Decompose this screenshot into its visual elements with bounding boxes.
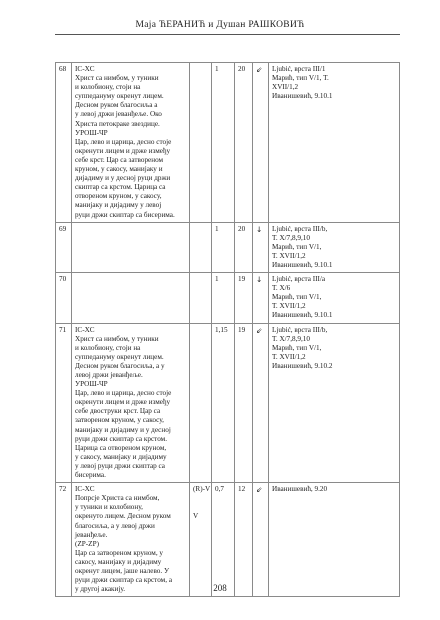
reference-line: Иванишевић, 9.10.2 <box>272 361 333 370</box>
spacer <box>193 494 208 512</box>
mark-column <box>190 273 212 323</box>
description-line: суппедануму окренут лицем. <box>75 92 164 101</box>
description-line: IC-XC <box>75 485 95 494</box>
description-line: круном, у сакосу, манијаку и <box>75 165 163 174</box>
die-axis-arrow-icon <box>253 323 269 483</box>
description-line: Христа петокраке звездице. <box>75 119 160 128</box>
reference-line: T. X/7,8,9,10 <box>272 233 310 242</box>
running-header: Маја ЋЕРАНИЋ и Душан РАШКОВИЋ <box>135 20 305 30</box>
description-line: (ZP-ZP) <box>75 539 99 548</box>
catalogue-row <box>56 273 400 323</box>
weight-value: 1 <box>212 273 235 323</box>
coin-description <box>72 273 190 323</box>
description-line: затвореном круном, у сакосу, <box>75 416 164 425</box>
bibliography-references <box>269 273 400 323</box>
description-line: и колобиону, стоји на <box>75 83 141 92</box>
catalogue-row <box>56 323 400 483</box>
catalogue-number: 70 <box>56 273 72 323</box>
reference-line: Ljubić, врста III/b, <box>272 325 328 334</box>
catalogue-number: 72 <box>56 483 72 597</box>
description-line: у левој држи јеванђеље. Око <box>75 110 162 119</box>
die-axis-arrow-icon <box>253 483 269 597</box>
description-line: окренути лицем и држе између <box>75 146 171 155</box>
diameter-value: 19 <box>235 323 253 483</box>
reference-line: Ljubić, врста III/b, <box>272 224 328 233</box>
description-line: себе двоструки крст. Цар са <box>75 407 161 416</box>
reference-line: Марић, тип V/1, <box>272 242 322 251</box>
catalogue-number: 69 <box>56 222 72 272</box>
mark-column <box>190 63 212 223</box>
description-line: окренуто лицем. Десном руком <box>75 512 171 521</box>
description-line: благосиља, а у левој држи <box>75 521 155 530</box>
description-line: Христ са нимбом, у туники <box>75 74 159 83</box>
weight-value: 0,7 <box>212 483 235 597</box>
diameter-value: 19 <box>235 273 253 323</box>
description-line: Десном руком благосиља а <box>75 101 158 110</box>
description-line: манијаку и дијадиму и у десној <box>75 425 171 434</box>
bibliography-references <box>269 323 400 483</box>
reference-line: Марић, тип V/1, <box>272 343 322 352</box>
description-line: Царица са отвореном круном, <box>75 443 167 452</box>
weight-value: 1 <box>212 63 235 223</box>
page-number: 208 <box>213 583 227 593</box>
coin-catalogue-table <box>55 62 400 597</box>
description-line: у туники и колобиону, <box>75 503 143 512</box>
description-line: IC-XC <box>75 65 95 73</box>
catalogue-row <box>56 63 400 223</box>
description-line: Цар са затвореном круном, у <box>75 548 164 557</box>
catalogue-number: 71 <box>56 323 72 483</box>
arrow-icon: ⇙ <box>256 325 263 335</box>
description-line: Десном руком благосиља, а у <box>75 361 165 370</box>
reference-line: T. XVII/1,2 <box>272 302 306 311</box>
mark-value: (R)-V <box>193 485 211 494</box>
description-line: себе крст. Цар са затвореном <box>75 155 164 164</box>
description-line: скиптар са крстом. Царица са <box>75 183 166 192</box>
coin-description <box>72 222 190 272</box>
coin-description <box>72 63 190 223</box>
description-line: у сакосу, манијаку и дијадиму <box>75 452 167 461</box>
description-line: Попрсје Христа са нимбом, <box>75 494 160 503</box>
mark-value: V <box>193 512 199 521</box>
description-line: манијаку и дијадиму у левој <box>75 201 162 210</box>
description-line: Христ са нимбом, у туники <box>75 334 159 343</box>
description-line: дијадиму и у десној руци држи <box>75 174 171 183</box>
reference-line: Иванишевић, 9.10.1 <box>272 260 333 269</box>
bibliography-references <box>269 222 400 272</box>
description-line: суппедануму окренут лицем. <box>75 352 164 361</box>
description-line: у левој руци држи скиптар са <box>75 461 165 470</box>
reference-line: Марић, тип V/1, <box>272 293 322 302</box>
mark-column <box>190 222 212 272</box>
die-axis-arrow-icon <box>253 273 269 323</box>
catalogue-number: 68 <box>56 63 72 223</box>
description-line: руци држи скиптар са бисерима. <box>75 210 175 219</box>
description-line: руци држи скиптар са крстом, а <box>75 576 173 585</box>
bibliography-references <box>269 483 400 597</box>
diameter-value: 12 <box>235 483 253 597</box>
reference-line: Иванишевић, 9.10.1 <box>272 92 333 101</box>
diameter-value: 20 <box>235 222 253 272</box>
bibliography-references <box>269 63 400 223</box>
mark-column <box>190 323 212 483</box>
die-axis-arrow-icon <box>253 63 269 223</box>
coin-description <box>72 323 190 483</box>
reference-line: T. XVII/1,2 <box>272 352 306 361</box>
header-rule <box>55 34 400 35</box>
reference-line: Иванишевић, 9.10.1 <box>272 311 333 320</box>
description-line: УРОШ-ЧР <box>75 128 108 137</box>
description-line: левој држи јеванђеље. <box>75 371 143 379</box>
arrow-icon: ⇙ <box>256 65 263 74</box>
arrow-icon: ↓ <box>256 275 263 285</box>
coin-description <box>72 483 190 597</box>
description-line: окренути лицем и држе између <box>75 398 171 407</box>
reference-line: T. X/6 <box>272 284 291 293</box>
weight-value: 1 <box>212 222 235 272</box>
reference-line: XVII/1,2 <box>272 83 299 92</box>
description-line: јеванђеље. <box>75 530 108 539</box>
description-line: руци држи скиптар са крстом. <box>75 434 168 443</box>
reference-line: Иванишевић, 9.20 <box>272 485 328 494</box>
description-line: сакосу, манијаку и дијадиму <box>75 557 162 566</box>
arrow-icon: ↓ <box>256 224 263 234</box>
description-line: у другој акакију. <box>75 585 126 594</box>
description-line: бисерима. <box>75 471 106 480</box>
weight-value: 1,15 <box>212 323 235 483</box>
reference-line: Ljubić, врста III/a <box>272 275 326 284</box>
reference-line: T. XVII/1,2 <box>272 251 306 260</box>
diameter-value: 20 <box>235 63 253 223</box>
description-line: отвореном круном, у сакосу, <box>75 192 162 201</box>
mark-column <box>190 483 212 597</box>
catalogue-row <box>56 483 400 597</box>
die-axis-arrow-icon <box>253 222 269 272</box>
reference-line: T. X/7,8,9,10 <box>272 334 310 343</box>
description-line: УРОШ-ЧР <box>75 380 108 389</box>
description-line: окренут лицем, јаше налево. У <box>75 566 170 575</box>
description-line: Цар, лево и царица, десно стоје <box>75 137 172 146</box>
reference-line: Ljubić, врста III/1 <box>272 65 326 73</box>
description-line: Цар, лево и царица, десно стоје <box>75 389 172 398</box>
reference-line: Марић, тип V/1, T. <box>272 74 329 83</box>
description-line: и колобиону, стоји на <box>75 343 141 352</box>
description-line: IC-XC <box>75 325 95 334</box>
arrow-icon: ⇙ <box>256 485 263 495</box>
catalogue-row <box>56 222 400 272</box>
